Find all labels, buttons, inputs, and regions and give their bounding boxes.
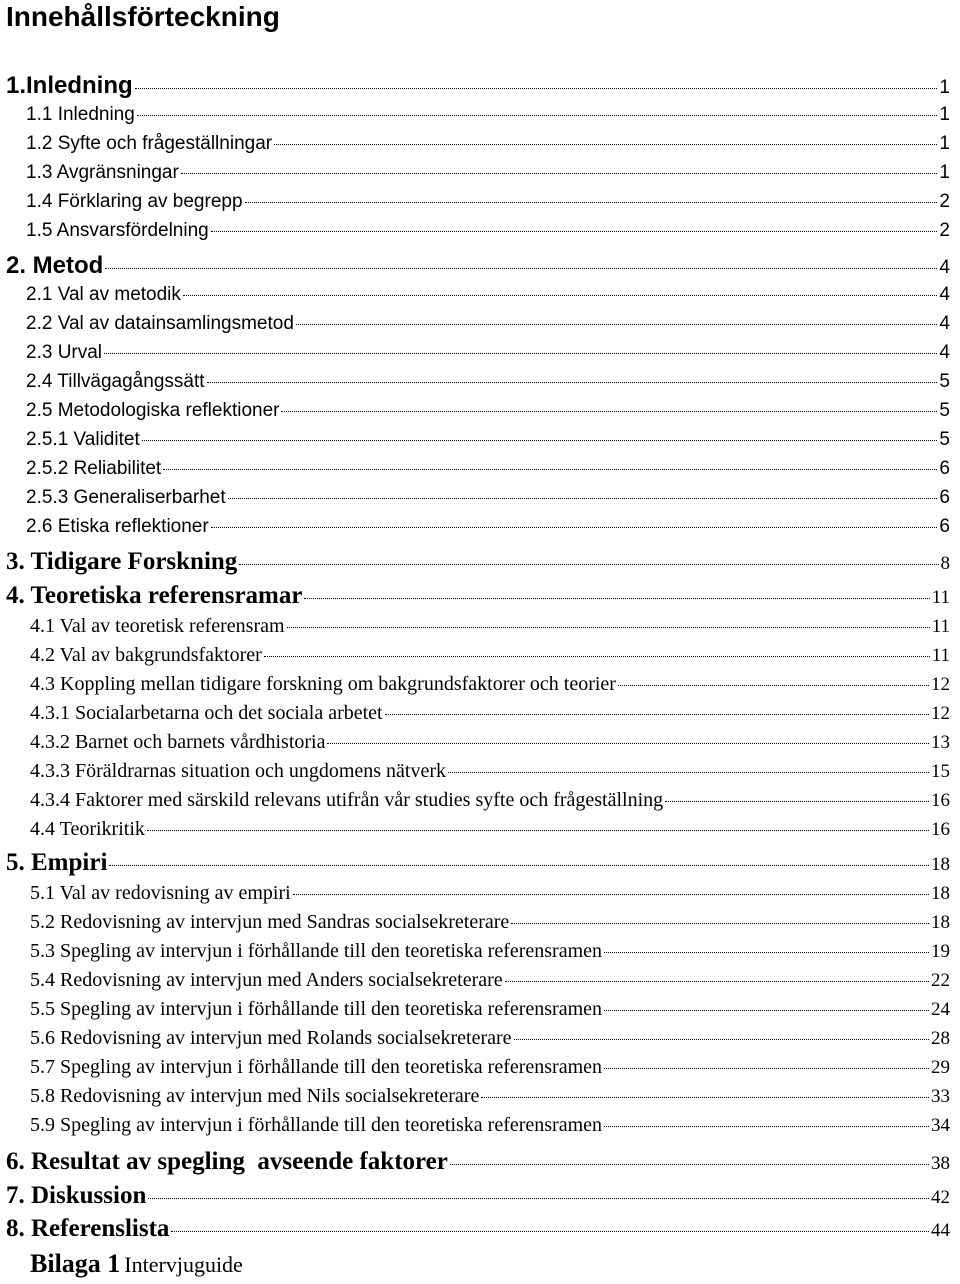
dot-leader (228, 498, 938, 499)
toc-entry-5-3[interactable] (30, 940, 950, 969)
dot-leader (450, 1164, 929, 1165)
dot-leader (604, 1126, 929, 1127)
dot-leader (183, 295, 938, 296)
toc-entry-4-3-4[interactable] (30, 789, 950, 818)
toc-page-number: 29 (931, 1057, 950, 1078)
dot-leader (181, 173, 938, 174)
toc-page-number: 12 (931, 703, 950, 724)
toc-entry-label: 4.3.1 Socialarbetarna och det sociala arbetet (30, 702, 383, 724)
toc-page-number: 18 (931, 912, 950, 933)
appendix-entry[interactable] (30, 1248, 243, 1280)
toc-entry-4-3-1[interactable] (30, 702, 950, 731)
toc-page-number: 6 (939, 516, 950, 537)
dot-leader (207, 382, 938, 383)
toc-entry-label: 8. Referenslista (6, 1215, 170, 1242)
toc-entry-4-3[interactable] (30, 673, 950, 702)
toc-page-number: 6 (939, 458, 950, 479)
toc-entry-5-1[interactable] (30, 882, 950, 911)
dot-leader (163, 469, 937, 470)
toc-entry-label: 2.1 Val av metodik (26, 284, 181, 305)
toc-page-number: 22 (931, 970, 950, 991)
toc-entry-2-3[interactable] (26, 342, 950, 371)
toc-entry-chapter-5[interactable] (6, 849, 950, 878)
dot-leader (604, 1068, 929, 1069)
toc-entry-label: 5.5 Spegling av intervjun i förhållande till den teoretiska referensramen (30, 998, 603, 1020)
dot-leader (665, 801, 929, 802)
toc-page-number: 15 (931, 761, 950, 782)
toc-entry-label: 4.2 Val av bakgrundsfaktorer (30, 644, 262, 666)
toc-entry-2-5-2[interactable] (26, 458, 950, 487)
toc-page-number: 4 (939, 257, 950, 278)
dot-leader (604, 1010, 929, 1011)
toc-entry-label: 1.2 Syfte och frågeställningar (26, 133, 273, 154)
toc-page-number: 42 (931, 1187, 950, 1208)
toc-page-number: 11 (931, 587, 950, 608)
dot-leader (109, 865, 929, 866)
toc-entry-1-4[interactable] (26, 191, 950, 220)
page-title: Innehållsförteckning (6, 1, 280, 32)
toc-entry-label: 1.4 Förklaring av begrepp (26, 191, 243, 212)
dot-leader (148, 1198, 929, 1199)
dot-leader (511, 923, 929, 924)
toc-entry-label: 2.4 Tillvägagångssätt (26, 371, 205, 392)
appendix-text: Intervjuguide (124, 1252, 243, 1277)
toc-entry-chapter-2[interactable] (6, 252, 950, 281)
toc-entry-5-9[interactable] (30, 1114, 950, 1143)
dot-leader (135, 88, 938, 89)
toc-entry-2-5[interactable] (26, 400, 950, 429)
dot-leader (264, 656, 930, 657)
toc-entry-label: 2. Metod (6, 252, 104, 279)
toc-page-number: 11 (931, 616, 950, 637)
dot-leader (481, 1097, 929, 1098)
toc-entry-label: 2.5.1 Validitet (26, 429, 140, 450)
dot-leader (245, 202, 938, 203)
dot-leader (239, 564, 938, 565)
toc-entry-label: 5.9 Spegling av intervjun i förhållande till den teoretiska referensramen (30, 1114, 603, 1136)
toc-entry-chapter-3[interactable] (6, 548, 950, 577)
dot-leader (448, 772, 929, 773)
toc-entry-5-5[interactable] (30, 998, 950, 1027)
dot-leader (137, 115, 938, 116)
toc-entry-chapter-1[interactable] (6, 72, 950, 101)
dot-leader (514, 1039, 929, 1040)
toc-entry-1-2[interactable] (26, 133, 950, 162)
toc-entry-2-4[interactable] (26, 371, 950, 400)
toc-page-number: 11 (931, 645, 950, 666)
dot-leader (293, 894, 929, 895)
toc-entry-label: 7. Diskussion (6, 1182, 147, 1209)
toc-entry-chapter-7[interactable] (6, 1182, 950, 1211)
dot-leader (211, 231, 938, 232)
toc-entry-label: 5.2 Redovisning av intervjun med Sandras socialsekreterare (30, 911, 510, 933)
dot-leader (618, 685, 929, 686)
toc-entry-label: 5.7 Spegling av intervjun i förhållande till den teoretiska referensramen (30, 1056, 603, 1078)
toc-page-number: 44 (931, 1220, 950, 1241)
toc-page-number: 2 (939, 191, 950, 212)
toc-entry-label: 2.5.3 Generaliserbarhet (26, 487, 226, 508)
toc-entry-label: 4.3.2 Barnet och barnets vårdhistoria (30, 731, 326, 753)
toc-entry-2-6[interactable] (26, 516, 950, 545)
dot-leader (281, 411, 937, 412)
dot-leader (296, 324, 938, 325)
appendix-label: Bilaga 1 (30, 1249, 121, 1278)
toc-page-number: 4 (939, 284, 950, 305)
dot-leader (171, 1231, 929, 1232)
toc-entry-4-3-3[interactable] (30, 760, 950, 789)
toc-page-number: 16 (931, 790, 950, 811)
toc-entry-label: 1.Inledning (6, 72, 133, 99)
toc-entry-label: 2.6 Etiska reflektioner (26, 516, 209, 537)
toc-entry-2-5-3[interactable] (26, 487, 950, 516)
toc-page-number: 1 (939, 104, 950, 125)
toc-entry-label: 2.2 Val av datainsamlingsmetod (26, 313, 294, 334)
toc-entry-label: 2.5.2 Reliabilitet (26, 458, 162, 479)
dot-leader (505, 981, 929, 982)
dot-leader (211, 527, 938, 528)
toc-page-number: 19 (931, 941, 950, 962)
toc-page-number: 24 (931, 999, 950, 1020)
toc-entry-4-1[interactable] (30, 615, 950, 644)
toc-page-number: 33 (931, 1086, 950, 1107)
toc-page-number: 12 (931, 674, 950, 695)
toc-entry-chapter-8[interactable] (6, 1215, 950, 1244)
toc-entry-label: 5.3 Spegling av intervjun i förhållande till den teoretiska referensramen (30, 940, 603, 962)
toc-page-number: 16 (931, 819, 950, 840)
toc-entry-label: 4. Teoretiska referensramar (6, 582, 303, 609)
toc-entry-5-6[interactable] (30, 1027, 950, 1056)
toc-entry-label: 4.3 Koppling mellan tidigare forskning om bakgrundsfaktorer och teorier (30, 673, 616, 695)
toc-entry-1-3[interactable] (26, 162, 950, 191)
toc-entry-2-1[interactable] (26, 284, 950, 313)
toc-entry-label: 4.3.3 Föräldrarnas situation och ungdomens nätverk (30, 760, 447, 782)
toc-page-number: 28 (931, 1028, 950, 1049)
dot-leader (147, 830, 929, 831)
toc-entry-label: 1.3 Avgränsningar (26, 162, 179, 183)
toc-entry-5-8[interactable] (30, 1085, 950, 1114)
toc-entry-label: 5. Empiri (6, 849, 108, 876)
toc-entry-4-3-2[interactable] (30, 731, 950, 760)
toc-entry-label: 2.3 Urval (26, 342, 103, 363)
toc-page-number: 1 (939, 133, 950, 154)
toc-entry-label: 5.4 Redovisning av intervjun med Anders socialsekreterare (30, 969, 503, 991)
toc-page-number: 4 (939, 342, 950, 363)
toc-page-number: 18 (931, 854, 950, 875)
toc-page-number: 13 (931, 732, 950, 753)
toc-page-number: 4 (939, 313, 950, 334)
dot-leader (327, 743, 929, 744)
dot-leader (304, 598, 929, 599)
toc-entry-label: 4.1 Val av teoretisk referensram (30, 615, 285, 637)
toc-page-number: 5 (939, 371, 950, 392)
toc-entry-label: 2.5 Metodologiska reflektioner (26, 400, 280, 421)
toc-page-number: 1 (939, 77, 950, 98)
toc-entry-label: 1.5 Ansvarsfördelning (26, 220, 209, 241)
toc-entry-4-4[interactable] (30, 818, 950, 847)
toc-entry-5-7[interactable] (30, 1056, 950, 1085)
toc-entry-5-2[interactable] (30, 911, 950, 940)
toc-entry-label: 1.1 Inledning (26, 104, 135, 125)
toc-page-number: 8 (940, 553, 950, 574)
toc-page-number: 6 (939, 487, 950, 508)
toc-page-number: 38 (931, 1153, 950, 1174)
toc-entry-label: 4.4 Teorikritik (30, 818, 145, 840)
toc-entry-4-2[interactable] (30, 644, 950, 673)
toc-entry-label: 3. Tidigare Forskning (6, 548, 238, 575)
toc-entry-chapter-6[interactable] (6, 1148, 950, 1177)
dot-leader (104, 353, 937, 354)
toc-page-number: 34 (931, 1115, 950, 1136)
dot-leader (274, 144, 937, 145)
toc-page-number: 2 (939, 220, 950, 241)
toc-page-number: 5 (939, 429, 950, 450)
dot-leader (604, 952, 929, 953)
toc-entry-label: 5.1 Val av redovisning av empiri (30, 882, 291, 904)
dot-leader (105, 268, 937, 269)
toc-entry-5-4[interactable] (30, 969, 950, 998)
toc-page-number: 5 (939, 400, 950, 421)
toc-entry-1-5[interactable] (26, 220, 950, 249)
toc-page-number: 18 (931, 883, 950, 904)
toc-entry-2-5-1[interactable] (26, 429, 950, 458)
toc-entry-chapter-4[interactable] (6, 582, 950, 611)
toc-entry-1-1[interactable] (26, 104, 950, 133)
toc-entry-label: 4.3.4 Faktorer med särskild relevans utifrån vår studies syfte och frågeställning (30, 789, 664, 811)
toc-entry-label: 6. Resultat av spegling avseende faktorer (6, 1148, 448, 1175)
toc-entry-2-2[interactable] (26, 313, 950, 342)
toc-entry-label: 5.8 Redovisning av intervjun med Nils socialsekreterare (30, 1085, 480, 1107)
toc-entry-label: 5.6 Redovisning av intervjun med Rolands socialsekreterare (30, 1027, 512, 1049)
dot-leader (287, 627, 930, 628)
dot-leader (385, 714, 929, 715)
toc-page-number: 1 (939, 162, 950, 183)
dot-leader (142, 440, 938, 441)
